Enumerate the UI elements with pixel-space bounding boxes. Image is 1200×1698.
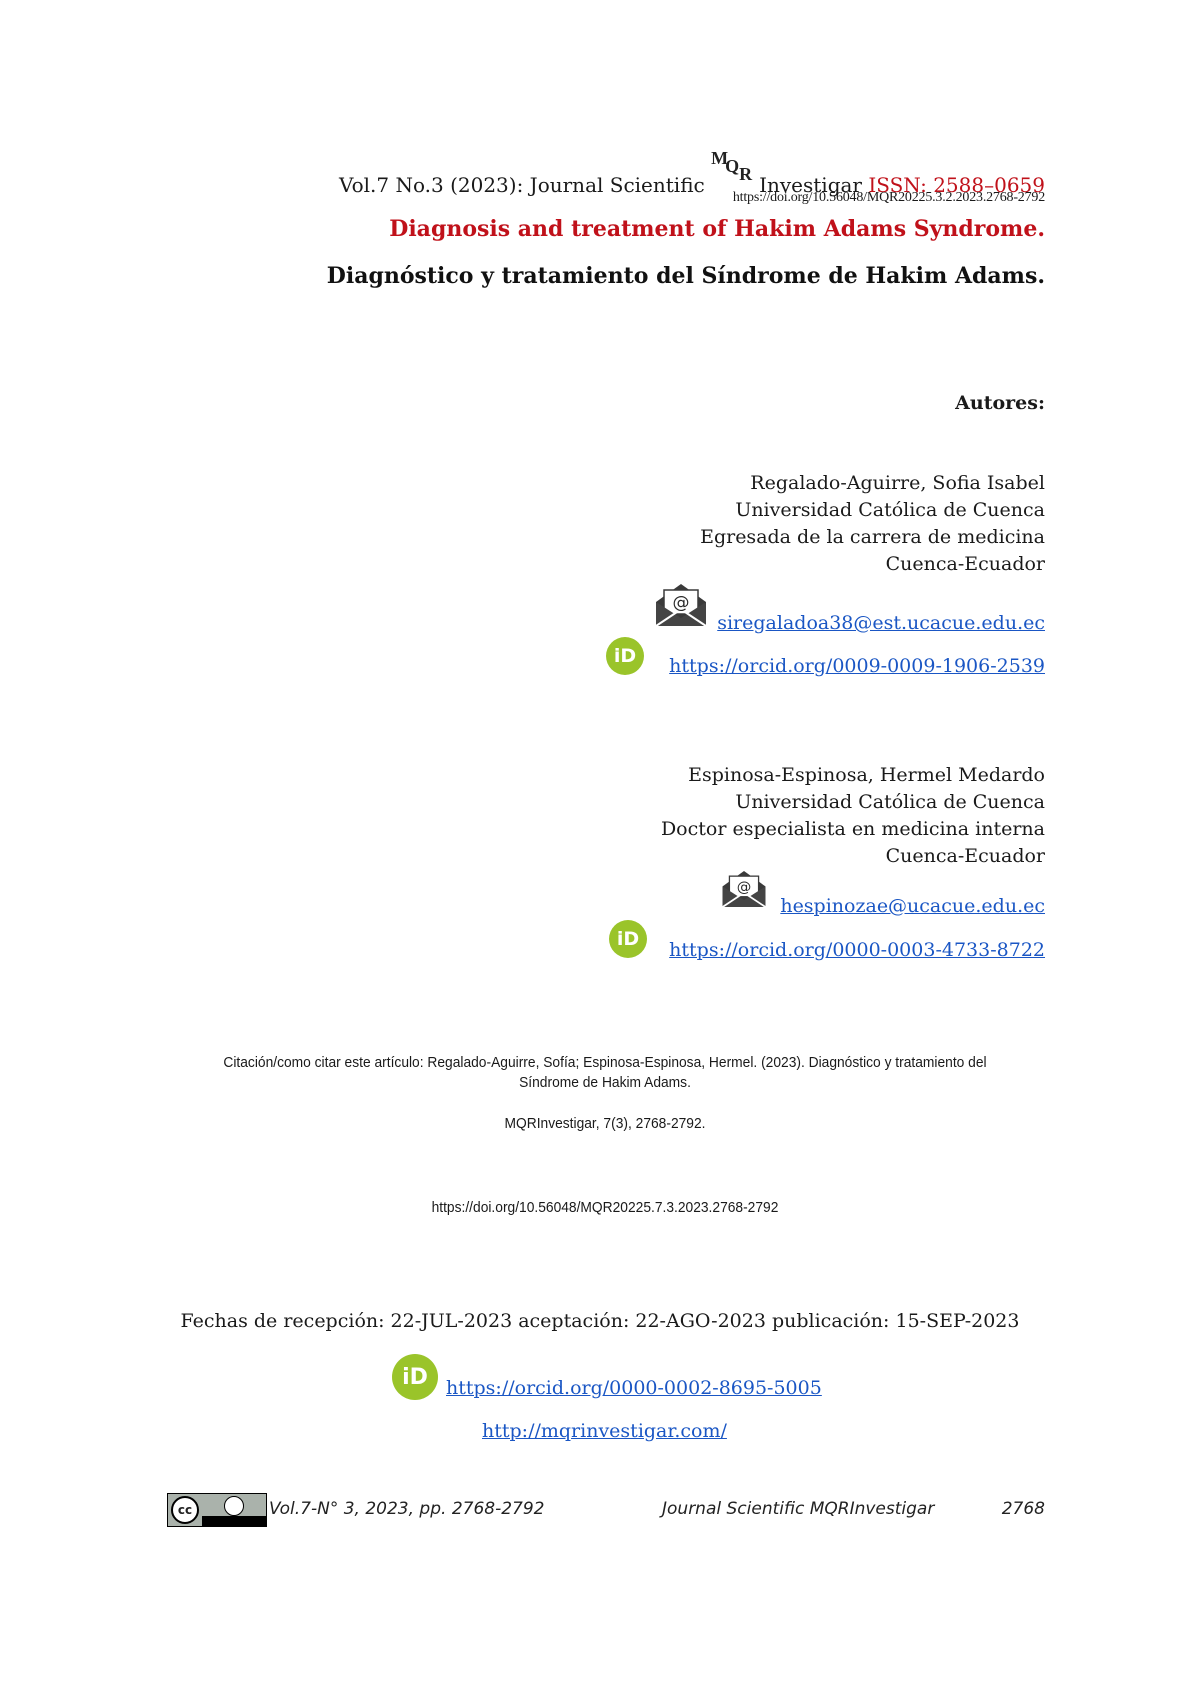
cc-icon: cc xyxy=(171,1496,199,1524)
journal-site-link[interactable]: http://mqrinvestigar.com/ xyxy=(482,1420,727,1442)
footer-page-number: 2768 xyxy=(1001,1499,1045,1519)
cc-by-icon[interactable] xyxy=(167,1493,267,1527)
orcid-icon[interactable]: iD xyxy=(606,637,644,675)
mail-icon xyxy=(653,582,709,628)
page-footer xyxy=(167,1493,1047,1531)
author-1-email-link[interactable]: siregaladoa38@est.ucacue.edu.ec xyxy=(717,612,1045,634)
citation-text: Citación/como citar este artículo: Regalado-Aguirre, Sofía; Espinosa-Espinosa, Hermel. (2023). Diagnóstico y tratamiento del Síndrome de Hakim Adams. xyxy=(223,1054,987,1091)
author-2-orcid-link[interactable]: https://orcid.org/0000-0003-4733-8722 xyxy=(669,939,1045,961)
orcid-icon[interactable]: iD xyxy=(609,920,647,958)
author-2 xyxy=(661,762,1045,870)
mqr-logo: M Q R xyxy=(711,148,753,184)
title-spanish: Diagnóstico y tratamiento del Síndrome de Hakim Adams. xyxy=(326,263,1045,289)
issn: ISSN: 2588–0659 xyxy=(868,173,1045,197)
svg-text:@: @ xyxy=(672,593,690,613)
by-strip xyxy=(202,1516,266,1526)
author-location: Cuenca-Ecuador xyxy=(885,553,1045,575)
author-1 xyxy=(700,470,1045,578)
footer-volume: Vol.7-N° 3, 2023, pp. 2768-2792 xyxy=(269,1499,545,1519)
author-institution: Universidad Católica de Cuenca xyxy=(735,791,1045,813)
author-2-email-link[interactable]: hespinozae@ucacue.edu.ec xyxy=(780,895,1045,917)
orcid-icon[interactable]: iD xyxy=(392,1354,438,1400)
author-role: Egresada de la carrera de medicina xyxy=(700,526,1045,548)
author-role: Doctor especialista en medicina interna xyxy=(660,818,1045,840)
journal-orcid-link[interactable]: https://orcid.org/0000-0002-8695-5005 xyxy=(446,1377,822,1399)
footer-journal: Journal Scientific MQRInvestigar xyxy=(662,1499,935,1519)
header-doi: https://doi.org/10.56048/MQR20225.3.2.2023.2768-2792 xyxy=(732,190,1045,205)
citation-journal: MQRInvestigar, 7(3), 2768-2792. xyxy=(504,1115,706,1132)
by-person-icon xyxy=(224,1496,244,1516)
author-name: Espinosa-Espinosa, Hermel Medardo xyxy=(688,764,1045,786)
author-1-orcid-link[interactable]: https://orcid.org/0009-0009-1906-2539 xyxy=(669,655,1045,677)
author-institution: Universidad Católica de Cuenca xyxy=(735,499,1045,521)
author-name: Regalado-Aguirre, Sofia Isabel xyxy=(750,472,1045,494)
citation-doi: https://doi.org/10.56048/MQR20225.7.3.2023.2768-2792 xyxy=(431,1199,779,1216)
publication-dates: Fechas de recepción: 22-JUL-2023 aceptación: 22-AGO-2023 publicación: 15-SEP-2023 xyxy=(180,1310,1020,1332)
author-location: Cuenca-Ecuador xyxy=(885,845,1045,867)
journal-name: Investigar xyxy=(759,173,862,197)
authors-label: Autores: xyxy=(955,392,1045,414)
mail-icon xyxy=(720,869,768,909)
svg-text:@: @ xyxy=(736,878,752,896)
title-english: Diagnosis and treatment of Hakim Adams Syndrome. xyxy=(389,216,1045,242)
journal-prefix: Vol.7 No.3 (2023): Journal Scientific xyxy=(338,173,705,197)
